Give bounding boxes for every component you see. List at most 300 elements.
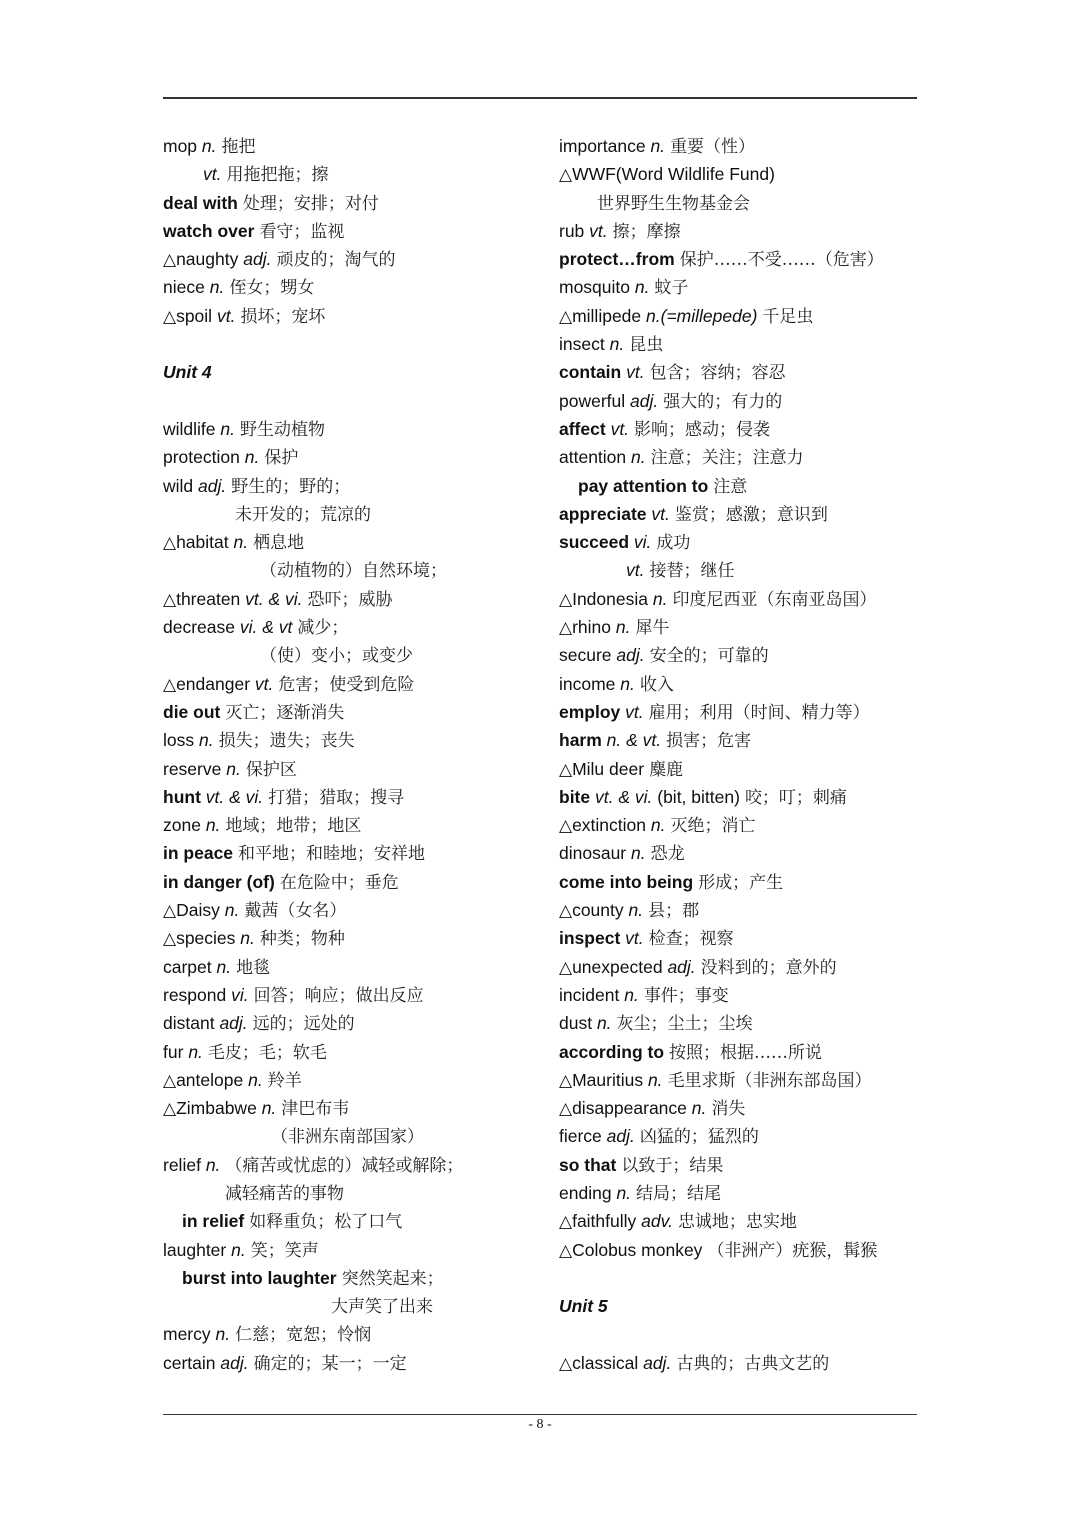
part-of-speech: n. xyxy=(609,334,625,355)
definition: 灰尘；尘土；尘埃 xyxy=(616,1014,753,1035)
definition: 大声笑了出来 xyxy=(331,1297,433,1318)
triangle-icon: △ xyxy=(163,1099,177,1119)
headword: hunt xyxy=(163,786,201,807)
definition: 事件；事变 xyxy=(643,985,729,1006)
part-of-speech: vt. & vi. xyxy=(595,786,653,807)
header-rule xyxy=(163,97,917,99)
part-of-speech: n. xyxy=(634,277,650,298)
headword: unexpected xyxy=(572,956,663,977)
definition: 侄女；甥女 xyxy=(229,278,315,299)
part-of-speech: n. xyxy=(248,1069,263,1090)
definition: 减轻痛苦的事物 xyxy=(225,1183,344,1204)
vocab-entry xyxy=(163,755,548,783)
vocab-entry xyxy=(163,528,548,556)
part-of-speech: vt. xyxy=(626,560,645,581)
vocab-entry xyxy=(163,811,548,839)
headword: protect…from xyxy=(559,249,675,270)
definition: 消失 xyxy=(711,1099,746,1120)
headword: loss xyxy=(163,730,195,751)
part-of-speech: vt. xyxy=(625,701,644,722)
part-of-speech: n. xyxy=(220,418,236,439)
headword: species xyxy=(176,928,236,949)
headword: decrease xyxy=(163,617,235,638)
definition: 成功 xyxy=(656,533,691,554)
vocab-entry xyxy=(163,245,548,273)
headword: in danger (of) xyxy=(163,871,275,892)
definition: 栖息地 xyxy=(253,533,305,554)
triangle-icon: △ xyxy=(163,929,177,949)
part-of-speech: n. xyxy=(205,815,221,836)
vocab-entry xyxy=(559,217,929,245)
triangle-icon: △ xyxy=(163,901,177,921)
headword: come into being xyxy=(559,871,694,892)
definition: 远的；远处的 xyxy=(252,1014,355,1035)
part-of-speech: vt. xyxy=(651,503,670,524)
vocab-entry xyxy=(559,302,929,330)
headword: burst into laughter xyxy=(182,1267,337,1288)
triangle-icon: △ xyxy=(559,1353,573,1373)
part-of-speech: adj. xyxy=(630,390,659,411)
vocab-entry xyxy=(559,160,929,188)
headword: watch over xyxy=(163,220,255,241)
definition: 在危险中；垂危 xyxy=(279,872,399,893)
triangle-icon: △ xyxy=(559,306,573,326)
definition: 危害；使受到危险 xyxy=(278,674,415,695)
part-of-speech: n. xyxy=(209,277,225,298)
vocab-entry xyxy=(559,896,929,924)
headword: in peace xyxy=(163,843,234,864)
vocab-entry xyxy=(559,1179,929,1207)
vocab-entry xyxy=(559,981,929,1009)
part-of-speech: adj. xyxy=(643,1352,672,1373)
vocab-entry xyxy=(559,1349,929,1377)
definition: 包含；容纳；容忍 xyxy=(649,363,786,384)
definition: （动植物的）自然环境； xyxy=(260,561,447,582)
headword: die out xyxy=(163,701,221,722)
headword: according to xyxy=(559,1041,665,1062)
vocab-entry xyxy=(559,1236,929,1264)
vocab-entry xyxy=(559,613,929,641)
part-of-speech: n.(=millepede) xyxy=(646,305,758,326)
vocab-entry xyxy=(559,415,929,443)
vocab-entry xyxy=(163,1179,548,1207)
headword: dinosaur xyxy=(559,843,627,864)
part-of-speech: adj. xyxy=(616,645,645,666)
definition: 种类；物种 xyxy=(259,929,345,950)
definition: 注意 xyxy=(713,476,748,497)
definition: 看守；监视 xyxy=(259,221,345,242)
part-of-speech: n. xyxy=(261,1098,277,1119)
triangle-icon: △ xyxy=(163,674,177,694)
vocab-entry xyxy=(163,132,548,160)
headword: carpet xyxy=(163,956,212,977)
triangle-icon: △ xyxy=(559,618,573,638)
vocab-entry xyxy=(163,160,548,188)
unit-heading xyxy=(163,358,548,386)
headword: Zimbabwe xyxy=(176,1098,257,1119)
vocab-entry xyxy=(163,415,548,443)
definition: 形成；产生 xyxy=(698,872,784,893)
headword: insect xyxy=(559,334,605,355)
vocab-entry xyxy=(163,1320,548,1348)
definition: （非洲产）疣猴，髯猴 xyxy=(707,1240,878,1261)
headword: zone xyxy=(163,815,201,836)
definition: 印度尼西亚（东南亚岛国） xyxy=(672,589,877,610)
vocab-entry xyxy=(559,1066,929,1094)
vocab-entry xyxy=(163,500,548,528)
definition: 蚊子 xyxy=(654,278,689,299)
vocab-entry xyxy=(163,217,548,245)
definition: 恐龙 xyxy=(650,844,685,865)
triangle-icon: △ xyxy=(163,250,177,270)
vocab-entry xyxy=(559,358,929,386)
headword: habitat xyxy=(176,532,229,553)
part-of-speech: n. xyxy=(620,673,635,694)
part-of-speech: vt. xyxy=(254,673,274,694)
vocab-entry xyxy=(163,273,548,301)
headword: harm xyxy=(559,730,602,751)
definition: 野生动植物 xyxy=(240,419,326,440)
definition: 重要（性） xyxy=(670,137,756,157)
part-of-speech: n. xyxy=(628,900,644,921)
vocab-entry xyxy=(559,1094,929,1122)
vocab-entry xyxy=(559,1009,929,1037)
footer-rule xyxy=(163,1414,917,1415)
definition: 损害；危害 xyxy=(666,731,752,752)
definition: 地毯 xyxy=(236,957,271,978)
vocab-entry xyxy=(163,924,548,952)
headword: Milu deer xyxy=(572,758,645,779)
definition: 检查；视察 xyxy=(648,929,734,950)
part-of-speech: n. xyxy=(199,730,214,751)
blank-line xyxy=(559,1264,929,1292)
vocab-entry xyxy=(559,1122,929,1150)
definition: 按照；根据……所说 xyxy=(669,1042,823,1063)
part-of-speech: n. xyxy=(650,136,666,156)
headword: faithfully xyxy=(572,1211,637,1232)
vocab-entry xyxy=(559,556,929,584)
definition: 仁慈；宽恕；怜悯 xyxy=(235,1325,372,1346)
vocab-entry xyxy=(559,670,929,698)
headword: niece xyxy=(163,277,205,298)
headword: attention xyxy=(559,447,627,468)
triangle-icon: △ xyxy=(559,1212,573,1232)
vocab-entry xyxy=(559,500,929,528)
vocab-entry xyxy=(559,1151,929,1179)
definition: 注意；关注；注意力 xyxy=(650,448,804,469)
headword: inspect xyxy=(559,928,621,949)
blank-line xyxy=(559,1320,929,1348)
part-of-speech: adj. xyxy=(606,1126,635,1147)
definition: 突然笑起来； xyxy=(341,1268,444,1289)
headword: employ xyxy=(559,701,621,722)
headword: WWF(Word Wildlife Fund) xyxy=(572,164,775,185)
headword: appreciate xyxy=(559,503,647,524)
definition: 笑；笑声 xyxy=(250,1240,319,1261)
definition: 津巴布韦 xyxy=(281,1099,350,1120)
headword: dust xyxy=(559,1013,593,1034)
unit-title: Unit 5 xyxy=(559,1296,608,1317)
definition: 灭亡；逐渐消失 xyxy=(225,702,345,723)
triangle-icon: △ xyxy=(163,306,177,326)
part-of-speech: adj. xyxy=(219,1013,248,1034)
triangle-icon: △ xyxy=(559,1070,573,1090)
vocab-entry xyxy=(559,641,929,669)
headword: income xyxy=(559,673,616,694)
headword: Daisy xyxy=(176,900,220,921)
definition: 处理；安排；对付 xyxy=(242,193,379,214)
blank-line xyxy=(163,330,548,358)
definition: 灭绝；消亡 xyxy=(670,816,756,837)
headword: affect xyxy=(559,418,606,439)
definition: 保护……不受……（危害） xyxy=(679,250,884,271)
part-of-speech: n. xyxy=(201,136,217,156)
definition: 昆虫 xyxy=(629,335,664,356)
triangle-icon: △ xyxy=(163,533,177,553)
vocab-entry xyxy=(163,1122,548,1150)
vocab-entry xyxy=(163,1038,548,1066)
part-of-speech: adv. xyxy=(641,1211,673,1232)
definition: 用拖把拖；擦 xyxy=(226,165,329,186)
part-of-speech: n. xyxy=(240,928,255,949)
part-of-speech: n. xyxy=(244,447,260,468)
vocab-entry xyxy=(559,245,929,273)
word-forms: (bit, bitten) xyxy=(657,786,740,807)
left-column xyxy=(163,132,548,1377)
definition: 凶猛的；猛烈的 xyxy=(639,1127,759,1148)
definition: 减少； xyxy=(297,618,349,639)
part-of-speech: n. xyxy=(205,1154,221,1175)
definition: 保护区 xyxy=(245,759,297,780)
vocab-entry xyxy=(163,1349,548,1377)
definition: 毛里求斯（非洲东部岛国） xyxy=(667,1070,872,1091)
vocab-entry xyxy=(163,1292,548,1320)
headword: antelope xyxy=(176,1069,244,1090)
headword: mercy xyxy=(163,1324,211,1345)
headword: rub xyxy=(559,220,585,241)
triangle-icon: △ xyxy=(559,957,573,977)
triangle-icon: △ xyxy=(559,165,573,185)
vocab-entry xyxy=(163,189,548,217)
definition: 县；郡 xyxy=(648,901,700,922)
headword: reserve xyxy=(163,758,222,779)
definition: 雇用；利用（时间、精力等） xyxy=(648,702,870,723)
definition: 损坏；宠坏 xyxy=(240,306,326,327)
definition: （非洲东南部国家） xyxy=(271,1127,424,1148)
vocab-entry xyxy=(559,839,929,867)
definition: 毛皮；毛；软毛 xyxy=(207,1042,327,1063)
definition: 接替；继任 xyxy=(649,561,735,582)
part-of-speech: n. xyxy=(652,588,668,609)
definition: 犀牛 xyxy=(635,618,670,639)
vocab-entry xyxy=(163,472,548,500)
definition: 顽皮的；淘气的 xyxy=(276,250,396,271)
vocab-entry xyxy=(163,1264,548,1292)
part-of-speech: n. xyxy=(631,447,646,468)
triangle-icon: △ xyxy=(559,816,573,836)
unit-heading xyxy=(559,1292,929,1320)
definition: 确定的；某一；一定 xyxy=(253,1353,407,1374)
definition: 收入 xyxy=(639,674,674,695)
headword: threaten xyxy=(176,588,241,609)
part-of-speech: n. xyxy=(226,758,241,779)
headword: endanger xyxy=(176,673,251,694)
vocab-entry xyxy=(559,698,929,726)
vocab-entry xyxy=(163,953,548,981)
triangle-icon: △ xyxy=(559,589,573,609)
headword: classical xyxy=(572,1352,639,1373)
vocab-entry xyxy=(559,726,929,754)
part-of-speech: n. xyxy=(647,1069,663,1090)
definition: （痛苦或忧虑的）减轻或解除； xyxy=(225,1155,464,1176)
headword: spoil xyxy=(176,305,213,326)
part-of-speech: n. xyxy=(216,956,232,977)
part-of-speech: adj. xyxy=(243,249,272,270)
vocab-entry xyxy=(163,443,548,471)
headword: fur xyxy=(163,1041,184,1062)
vocab-entry xyxy=(559,273,929,301)
vocab-entry xyxy=(163,839,548,867)
vocab-entry xyxy=(559,132,929,160)
part-of-speech: n. xyxy=(616,1182,632,1203)
definition: （使）变小；或变少 xyxy=(260,646,413,667)
definition: 保护 xyxy=(264,448,299,469)
vocab-entry xyxy=(163,698,548,726)
headword: incident xyxy=(559,984,620,1005)
vocab-entry xyxy=(163,1009,548,1037)
vocab-entry xyxy=(559,1038,929,1066)
definition: 古典的；古典文艺的 xyxy=(676,1353,830,1374)
vocab-entry xyxy=(559,330,929,358)
vocab-entry xyxy=(163,783,548,811)
headword: mosquito xyxy=(559,277,631,298)
vocab-entry xyxy=(163,981,548,1009)
headword: succeed xyxy=(559,532,630,553)
headword: rhino xyxy=(572,617,611,638)
vocab-entry xyxy=(163,670,548,698)
headword: laughter xyxy=(163,1239,227,1260)
part-of-speech: n. xyxy=(224,900,240,921)
vocab-entry xyxy=(559,755,929,783)
part-of-speech: n. xyxy=(596,1013,612,1034)
triangle-icon: △ xyxy=(559,759,573,779)
definition: 未开发的；荒凉的 xyxy=(235,504,371,525)
triangle-icon: △ xyxy=(163,589,177,609)
definition: 戴茜（女名） xyxy=(244,901,347,922)
part-of-speech: n. xyxy=(615,617,631,638)
triangle-icon: △ xyxy=(559,901,573,921)
part-of-speech: adj. xyxy=(198,475,227,496)
vocab-entry xyxy=(559,1207,929,1235)
headword: in relief xyxy=(182,1211,245,1232)
headword: millipede xyxy=(572,305,642,326)
vocab-entry xyxy=(163,868,548,896)
part-of-speech: n. xyxy=(231,1239,246,1260)
headword: respond xyxy=(163,984,227,1005)
definition: 和平地；和睦地；安祥地 xyxy=(238,844,426,865)
page-number: - 8 - xyxy=(528,1417,552,1432)
headword: so that xyxy=(559,1154,617,1175)
unit-title: Unit 4 xyxy=(163,362,212,383)
definition: 千足虫 xyxy=(762,306,814,327)
part-of-speech: vt. xyxy=(589,220,608,241)
headword: importance xyxy=(559,136,646,156)
definition: 忠诚地；忠实地 xyxy=(677,1212,797,1233)
vocab-entry xyxy=(559,528,929,556)
vocab-entry xyxy=(163,896,548,924)
headword: Colobus monkey xyxy=(572,1239,703,1260)
vocab-entry xyxy=(559,811,929,839)
part-of-speech: vt. & vi. xyxy=(245,588,303,609)
headword: mop xyxy=(163,136,198,156)
vocab-entry xyxy=(163,302,548,330)
headword: bite xyxy=(559,786,591,807)
blank-line xyxy=(163,387,548,415)
vocab-entry xyxy=(163,641,548,669)
headword: ending xyxy=(559,1182,612,1203)
headword: disappearance xyxy=(572,1098,687,1119)
part-of-speech: n. xyxy=(233,532,249,553)
headword: certain xyxy=(163,1352,216,1373)
headword: Indonesia xyxy=(572,588,648,609)
definition: 打猎；猎取；搜寻 xyxy=(268,787,405,808)
definition: 安全的；可靠的 xyxy=(649,646,769,667)
headword: extinction xyxy=(572,815,647,836)
vocab-entry xyxy=(559,189,929,217)
vocab-entry xyxy=(559,868,929,896)
part-of-speech: vt. xyxy=(216,305,236,326)
part-of-speech: vt. & vi. xyxy=(205,786,264,807)
triangle-icon: △ xyxy=(559,1240,573,1260)
definition: 世界野生生物基金会 xyxy=(597,193,750,214)
part-of-speech: vi. & vt xyxy=(239,617,293,638)
part-of-speech: vt. xyxy=(626,362,645,383)
definition: 麋鹿 xyxy=(649,759,684,780)
part-of-speech: adj. xyxy=(220,1352,249,1373)
vocab-entry xyxy=(163,726,548,754)
vocab-entry xyxy=(163,1151,548,1179)
headword: pay attention to xyxy=(578,475,709,496)
definition: 损失；遗失；丧失 xyxy=(218,731,355,752)
headword: naughty xyxy=(176,249,239,270)
vocab-entry xyxy=(163,1207,548,1235)
headword: deal with xyxy=(163,192,238,213)
definition: 影响；感动；侵袭 xyxy=(634,419,771,440)
vocab-entry xyxy=(163,556,548,584)
headword: wild xyxy=(163,475,194,496)
definition: 羚羊 xyxy=(267,1070,302,1091)
right-column xyxy=(559,132,929,1377)
vocab-entry xyxy=(559,585,929,613)
definition: 鉴赏；感激；意识到 xyxy=(674,504,828,525)
triangle-icon: △ xyxy=(163,1070,177,1090)
part-of-speech: vi. xyxy=(633,532,652,553)
vocab-entry xyxy=(559,924,929,952)
definition: 如释重负；松了口气 xyxy=(249,1212,403,1233)
part-of-speech: n. & vt. xyxy=(606,730,662,751)
definition: 恐吓；威胁 xyxy=(307,589,393,610)
vocab-entry xyxy=(559,443,929,471)
headword: fierce xyxy=(559,1126,602,1147)
vocab-entry xyxy=(163,613,548,641)
headword: protection xyxy=(163,447,240,468)
vocab-entry xyxy=(163,1236,548,1264)
vocab-entry xyxy=(559,783,929,811)
vocab-entry xyxy=(559,472,929,500)
headword: wildlife xyxy=(163,418,216,439)
definition: 咬；叮；刺痛 xyxy=(744,787,847,808)
part-of-speech: n. xyxy=(215,1324,231,1345)
